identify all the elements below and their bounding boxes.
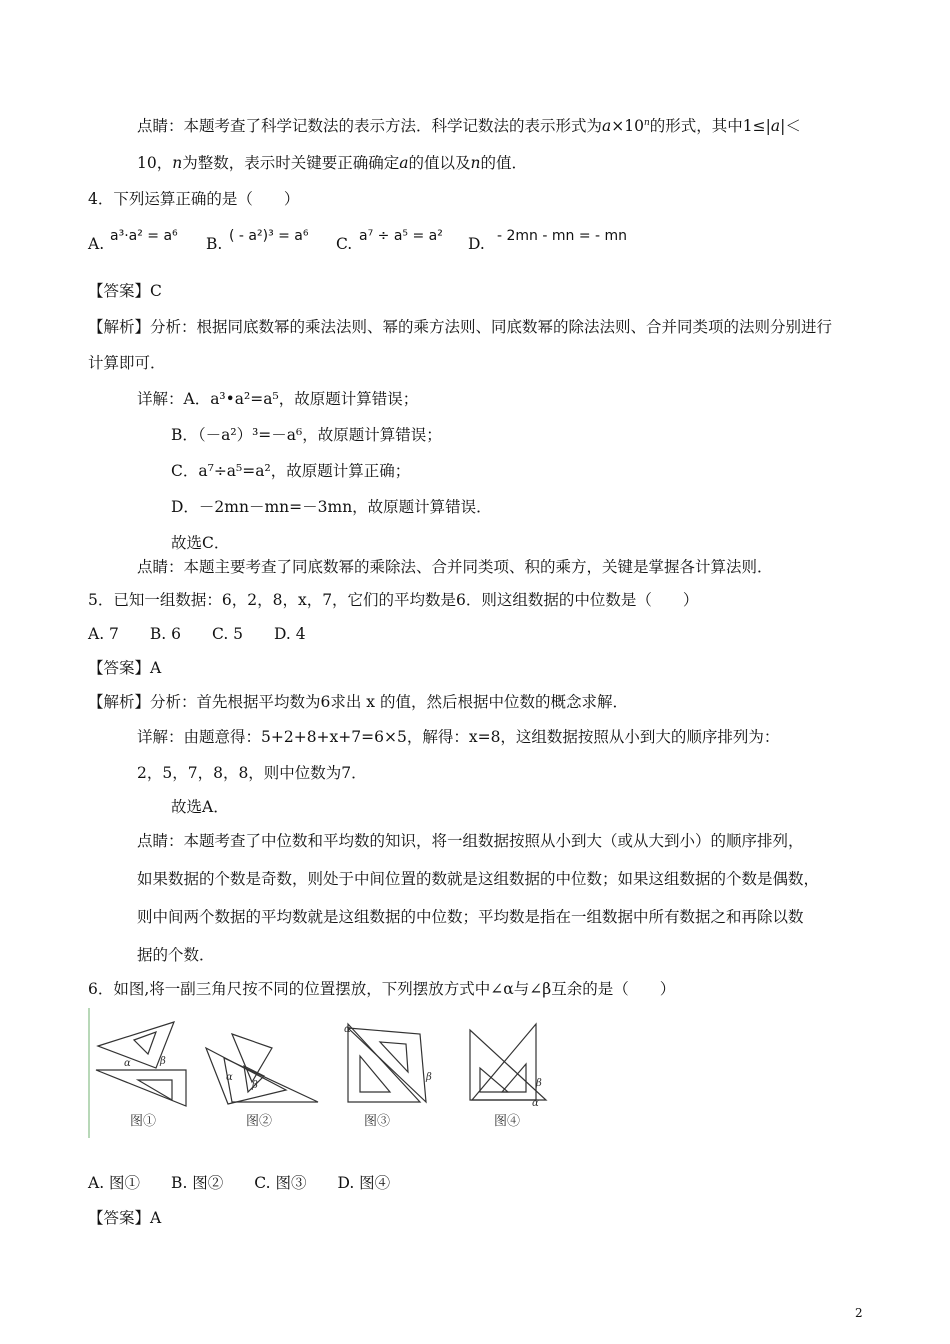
q4-analysis-line2: 计算即可． xyxy=(88,354,166,372)
figure-1-drawing xyxy=(94,1020,194,1108)
figure-2-caption: 图② xyxy=(246,1114,273,1129)
q5-answer: 【答案】A xyxy=(88,659,162,677)
figure-3-beta: β xyxy=(426,1072,432,1083)
q4-detail-a: 详解：A．a³•a²=a⁵，故原题计算错误； xyxy=(137,390,419,408)
q5-note-line3: 则中间两个数据的平均数就是这组数据的中位数；平均数是指在一组数据中所有数据之和再除以数 xyxy=(137,908,804,926)
q3-note-line2: 10，n为整数，表示时关键要正确确定a的值以及n的值． xyxy=(137,154,527,172)
q5-choice: 故选A． xyxy=(171,798,229,816)
q5-analysis: 【解析】分析：首先根据平均数为6求出 x 的值，然后根据中位数的概念求解． xyxy=(88,693,628,711)
q6-options: A. 图① B. 图② C. 图③ D. 图④ xyxy=(88,1174,391,1192)
figure-2-beta: β xyxy=(252,1080,258,1091)
q4-analysis-line1: 【解析】分析：根据同底数幂的乘法法则、幂的乘方法则、同底数幂的除法法则、合并同类项的法则分别进行 xyxy=(88,318,833,336)
q4-option-b-expr: ( - a²)³ = a⁶ xyxy=(229,228,309,244)
q4-stem: 4．下列运算正确的是（ ） xyxy=(88,190,300,208)
q5-note-line1: 点睛：本题考查了中位数和平均数的知识，将一组数据按照从小到大（或从大到小）的顺序排列， xyxy=(137,832,804,850)
page-number: 2 xyxy=(855,1306,863,1320)
q4-option-c-label: C. xyxy=(336,235,353,253)
q4-option-d-expr: - 2mn - mn = - mn xyxy=(497,228,628,244)
q6-answer: 【答案】A xyxy=(88,1209,162,1227)
q5-options: A. 7 B. 6 C. 5 D. 4 xyxy=(88,625,306,643)
q4-option-a-expr: a³·a² = a⁶ xyxy=(110,228,178,244)
q5-stem: 5．已知一组数据：6，2，8，x，7，它们的平均数是6．则这组数据的中位数是（ ） xyxy=(88,591,699,609)
q4-answer: 【答案】C xyxy=(88,282,162,300)
figure-1-caption: 图① xyxy=(130,1114,157,1129)
q4-detail-c: C．a⁷÷a⁵=a²，故原题计算正确； xyxy=(171,462,411,480)
figure-4-beta: β xyxy=(536,1078,542,1089)
q4-detail-b: B．（－a²）³=－a⁶，故原题计算错误； xyxy=(171,426,442,444)
figure-4-alpha: α xyxy=(532,1098,539,1108)
q3-note-line1: 点睛：本题考查了科学记数法的表示方法．科学记数法的表示形式为$a\times 10^n$的形式，其中1≤|a|＜ xyxy=(137,117,801,135)
q4-option-c-expr: a⁷ ÷ a⁵ = a² xyxy=(359,228,443,244)
figure-2-drawing xyxy=(202,1020,322,1108)
figure-4-caption: 图④ xyxy=(494,1114,521,1129)
figure-4-drawing xyxy=(466,1020,556,1108)
q4-note: 点睛：本题主要考查了同底数幂的乘除法、合并同类项、积的乘方，关键是掌握各计算法则． xyxy=(137,558,773,576)
figure-3-drawing xyxy=(340,1020,440,1108)
figure-3-alpha: α xyxy=(344,1024,351,1035)
q5-note-line2: 如果数据的个数是奇数，则处于中间位置的数就是这组数据的中位数；如果这组数据的个数是偶数， xyxy=(137,870,820,888)
figure-2-alpha: α xyxy=(226,1072,233,1083)
q4-option-b-label: B. xyxy=(206,235,223,253)
q4-choice: 故选C． xyxy=(171,534,230,552)
figure-1-beta: β xyxy=(160,1056,166,1067)
figure-1-alpha: α xyxy=(124,1058,131,1069)
q4-option-a-label: A. xyxy=(88,235,105,253)
q4-detail-d: D．－2mn－mn=－3mn，故原题计算错误． xyxy=(171,498,492,516)
q5-note-line4: 据的个数． xyxy=(137,946,215,964)
q4-option-d-label: D. xyxy=(468,235,485,253)
figure-border xyxy=(88,1008,90,1138)
q6-stem: 6．如图,将一副三角尺按不同的位置摆放，下列摆放方式中∠α与∠β互余的是（ ） xyxy=(88,980,676,998)
q5-detail-line1: 详解：由题意得：5+2+8+x+7=6×5，解得：x=8，这组数据按照从小到大的顺序排列为： xyxy=(137,728,780,746)
figure-3-caption: 图③ xyxy=(364,1114,391,1129)
q5-detail-line2: 2，5，7，8，8，则中位数为7． xyxy=(137,764,367,782)
